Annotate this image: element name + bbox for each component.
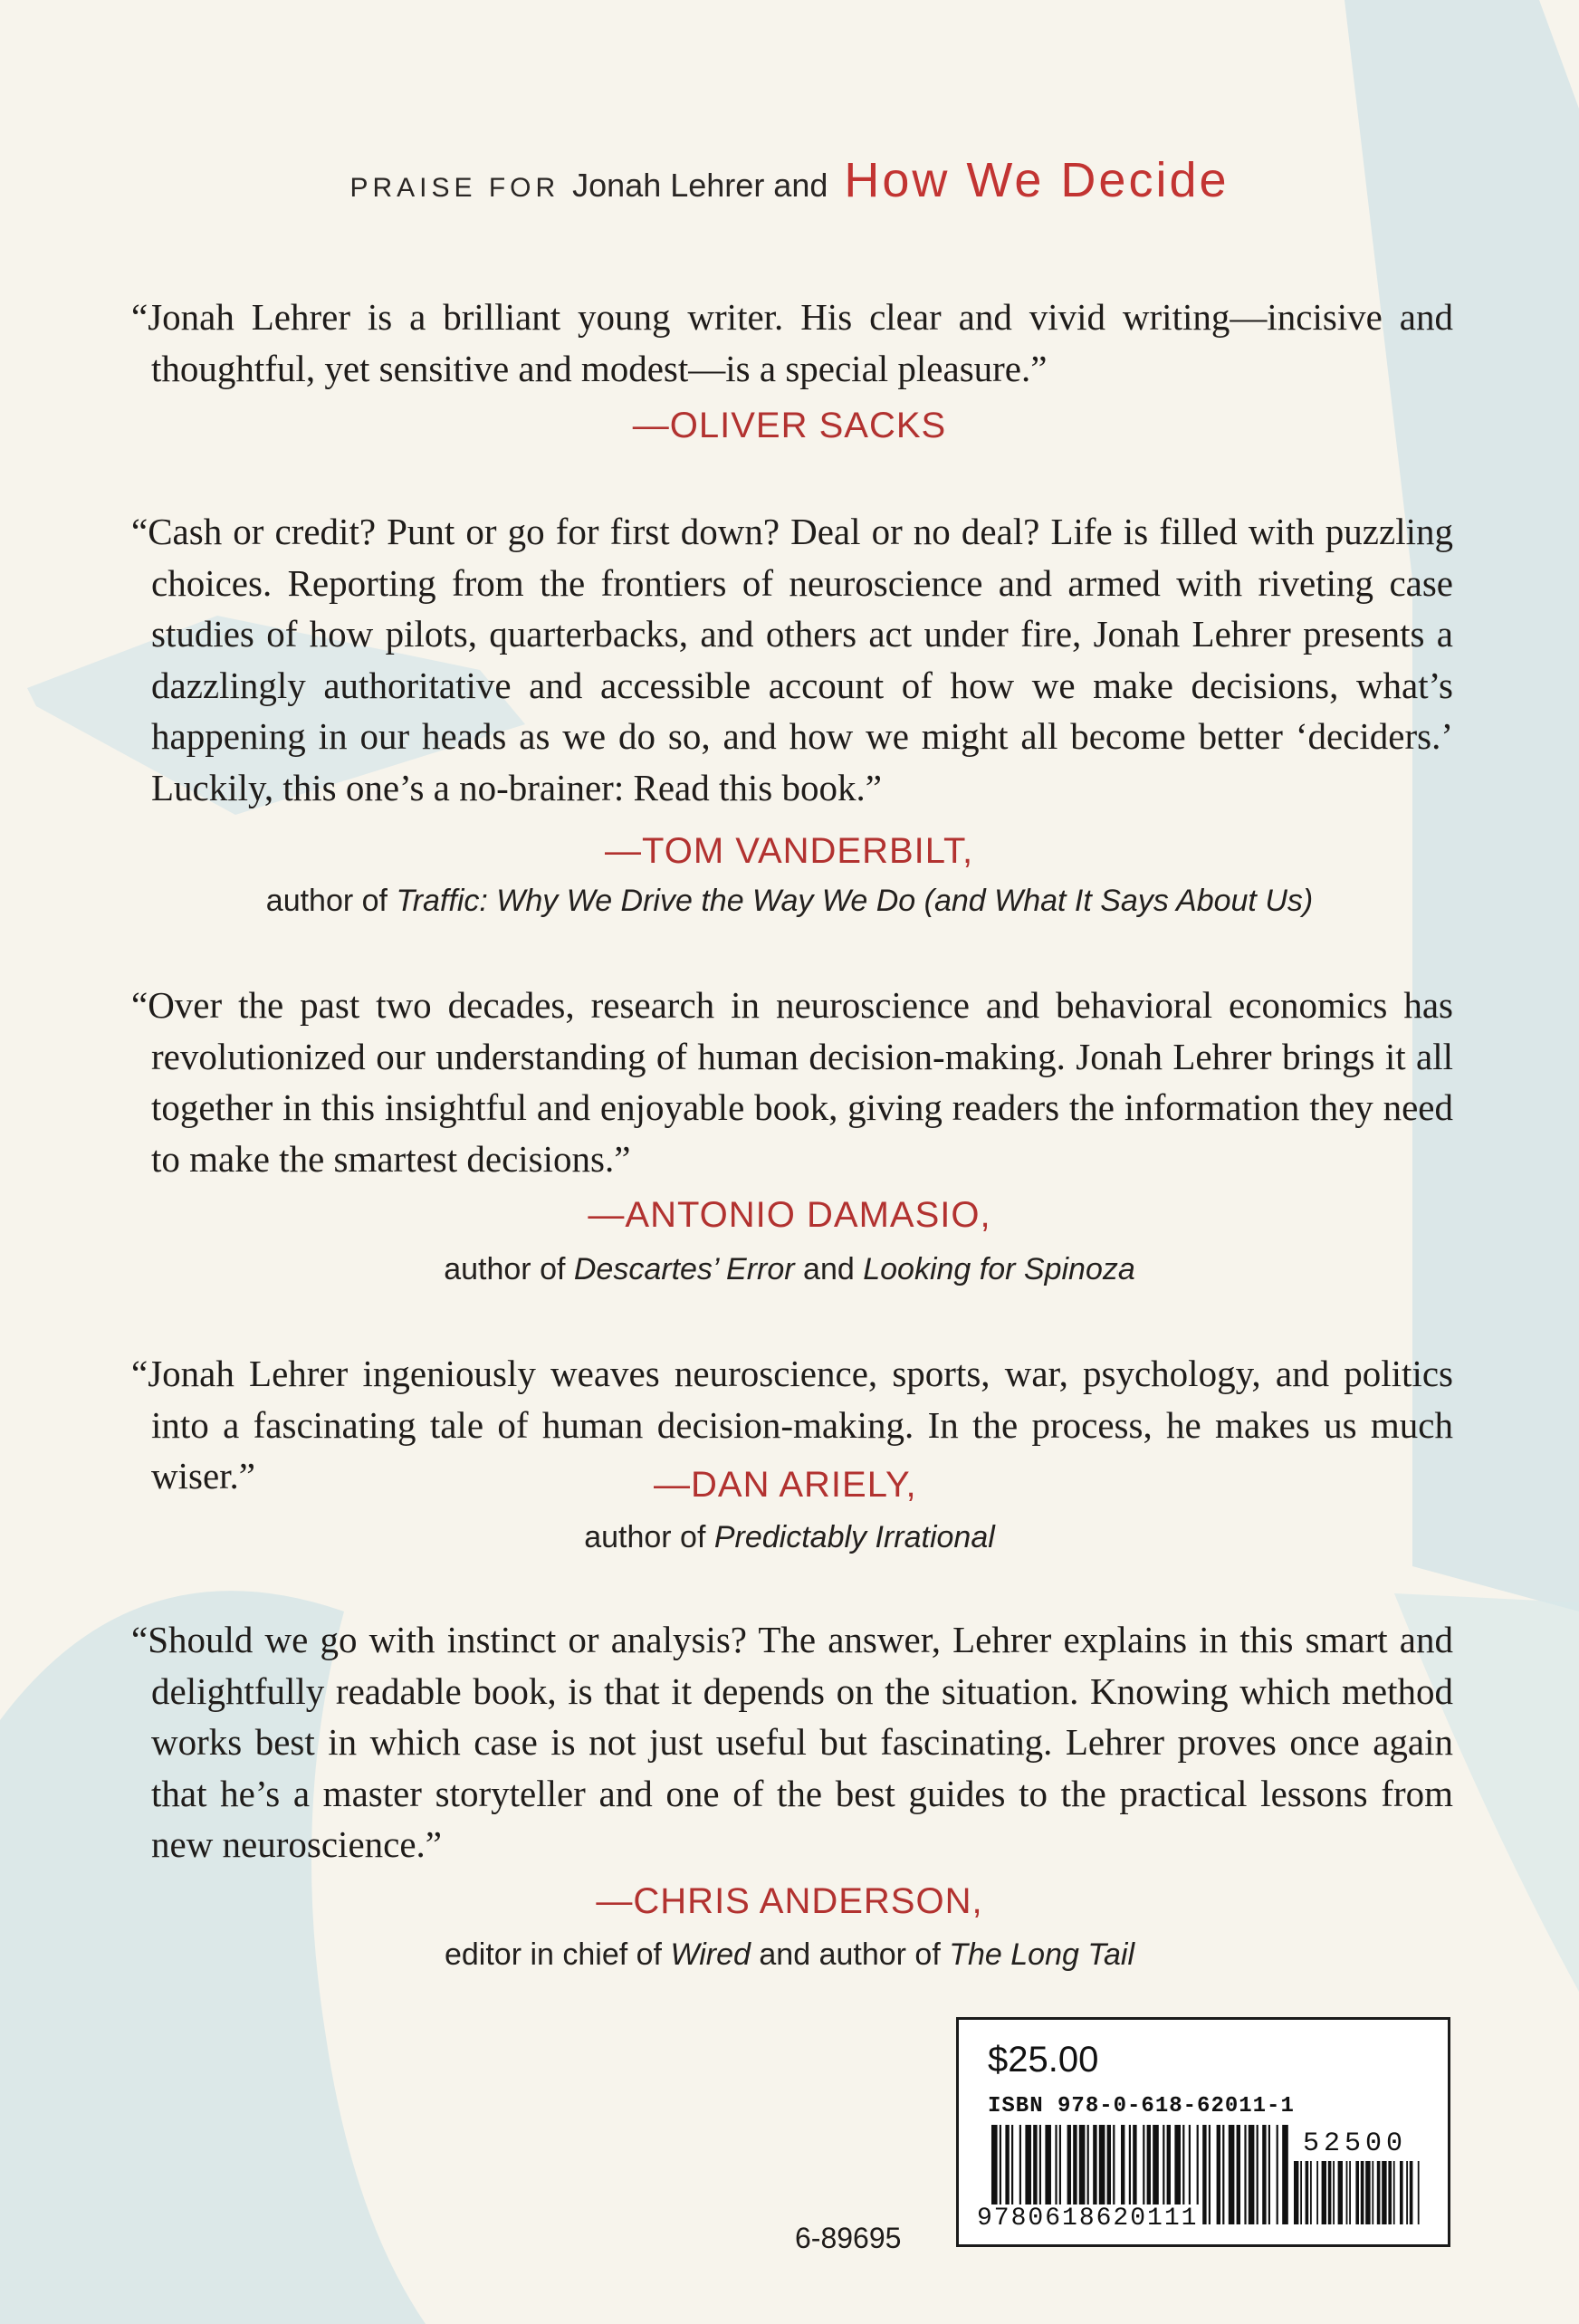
addon-barcode-bar <box>1300 2161 1302 2224</box>
addon-barcode-bar <box>1410 2161 1413 2224</box>
addon-barcode-bar <box>1388 2161 1392 2224</box>
addon-barcode-bar <box>1338 2161 1343 2224</box>
byline-ariely <box>0 1520 1579 1555</box>
byline-damasio <box>0 1252 1579 1287</box>
barcode-bar <box>1237 2125 1240 2224</box>
book-title-descartes: Descartes’ Error <box>573 1252 795 1286</box>
addon-barcode-bar <box>1418 2161 1420 2224</box>
addon-barcode-bar <box>1372 2161 1373 2224</box>
price-label: $25.00 <box>988 2040 1099 2080</box>
addon-barcode-bar <box>1400 2161 1403 2224</box>
barcode-bar <box>1268 2125 1270 2224</box>
byline-prefix: author of <box>265 884 397 918</box>
attribution-sacks: —OLIVER SACKS <box>632 406 947 445</box>
attribution-ariely: —DAN ARIELY, <box>654 1465 917 1505</box>
barcode-bar <box>1257 2125 1258 2224</box>
quote-sacks: “Jonah Lehrer is a brilliant young writer. His clear and vivid writing—incisive and thoughtful, yet sensitive and modest—is a special pleasure.” <box>131 296 1453 389</box>
addon-barcode-bar <box>1382 2161 1386 2224</box>
addon-barcode-bar <box>1346 2161 1348 2224</box>
quote-ariely: “Jonah Lehrer ingeniously weaves neuroscience, sports, war, psychology, and politics into a fascinating tale of human decision-making. In the process, he makes us much wiser.” <box>131 1353 1453 1497</box>
addon-barcode-bar <box>1377 2161 1381 2224</box>
quote-damasio: “Over the past two decades, research in neuroscience and behavioral economics has revolutionized our understanding of human decision-making. Jonah Lehrer brings it all together in this insightful and enjoyable book, giving readers the information they need to make the smartest decisions.” <box>131 984 1453 1180</box>
byline-prefix: author of <box>584 1520 714 1554</box>
barcode-bar <box>1229 2125 1235 2224</box>
barcode-bar <box>1217 2125 1220 2224</box>
addon-barcode-bar <box>1365 2161 1370 2224</box>
addon-barcode-bar <box>1328 2161 1332 2224</box>
addon-barcode-bar <box>1406 2161 1408 2224</box>
addon-barcode-bar <box>1310 2161 1312 2224</box>
magazine-wired: Wired <box>670 1937 751 1972</box>
byline-prefix: editor in chief of <box>444 1937 671 1972</box>
byline-prefix: author of <box>444 1252 574 1286</box>
quote-vanderbilt: “Cash or credit? Punt or go for first down? Deal or no deal? Life is filled with puzzling choices. Reporting from the frontiers of neuroscience and armed with riveting case studies of how pilots, quarterbacks, and others act under fire, Jonah Lehrer presents a dazzlingly authoritative and accessible account of how we make decisions, what’s happening in our heads as we do so, and how we might all become better ‘deciders.’ Luckily, this one’s a no-brainer: Read this book.” <box>131 511 1453 808</box>
barcode-bar <box>1222 2125 1224 2224</box>
addon-barcode-bar <box>1322 2161 1326 2224</box>
isbn-label: ISBN 978-0-618-62011-1 <box>988 2094 1295 2118</box>
product-code: 6-89695 <box>795 2222 902 2254</box>
book-title-predictably: Predictably Irrational <box>713 1520 995 1554</box>
addon-barcode-bar <box>1333 2161 1335 2224</box>
byline-vanderbilt <box>0 884 1579 919</box>
praise-label: PRAISE FOR <box>349 173 560 203</box>
barcode-addon-digits: 52500 <box>1303 2128 1408 2159</box>
byline-middle: and <box>794 1252 864 1286</box>
addon-barcode-bar <box>1361 2161 1364 2224</box>
barcode-bar <box>1244 2125 1246 2224</box>
book-title: How We Decide <box>844 153 1230 207</box>
author-name: Jonah Lehrer and <box>572 167 828 204</box>
attribution-vanderbilt: —TOM VANDERBILT, <box>605 831 974 871</box>
barcode-bar <box>1202 2125 1206 2224</box>
byline-middle: and author of <box>750 1937 950 1972</box>
addon-barcode-bar <box>1355 2161 1359 2224</box>
book-title-long-tail: The Long Tail <box>949 1937 1135 1972</box>
barcode-bar <box>1209 2125 1211 2224</box>
quote-anderson: “Should we go with instinct or analysis? The answer, Lehrer explains in this smart and delightfully readable book, is that it depends on the situation. Knowing which method works best in which case is not just useful but fascinating. Lehrer proves once again that he’s a master storyteller and one of the best guides to the practical lessons from new neuroscience.” <box>131 1619 1453 1865</box>
book-title-spinoza: Looking for Spinoza <box>863 1252 1135 1286</box>
addon-barcode-bar <box>1294 2161 1298 2224</box>
addon-barcode-bar <box>1393 2161 1395 2224</box>
addon-barcode-bar <box>1306 2161 1309 2224</box>
barcode-bar <box>1262 2125 1266 2224</box>
addon-barcode-bar <box>1316 2161 1318 2224</box>
addon-barcode-bar <box>1349 2161 1351 2224</box>
praise-header <box>0 152 1579 208</box>
barcode-bar <box>1249 2125 1255 2224</box>
barcode-digits: 9780618620111 <box>977 2204 1199 2233</box>
attribution-anderson: —CHRIS ANDERSON, <box>596 1881 983 1921</box>
attribution-damasio: —ANTONIO DAMASIO, <box>588 1195 991 1235</box>
book-title-traffic: Traffic: Why We Drive the Way We Do (and What It Says About Us) <box>396 884 1314 918</box>
barcode-bar <box>1277 2125 1278 2224</box>
isbn-barcode-box <box>956 2017 1450 2247</box>
byline-anderson <box>0 1937 1579 1973</box>
barcode-bar <box>1282 2125 1288 2224</box>
